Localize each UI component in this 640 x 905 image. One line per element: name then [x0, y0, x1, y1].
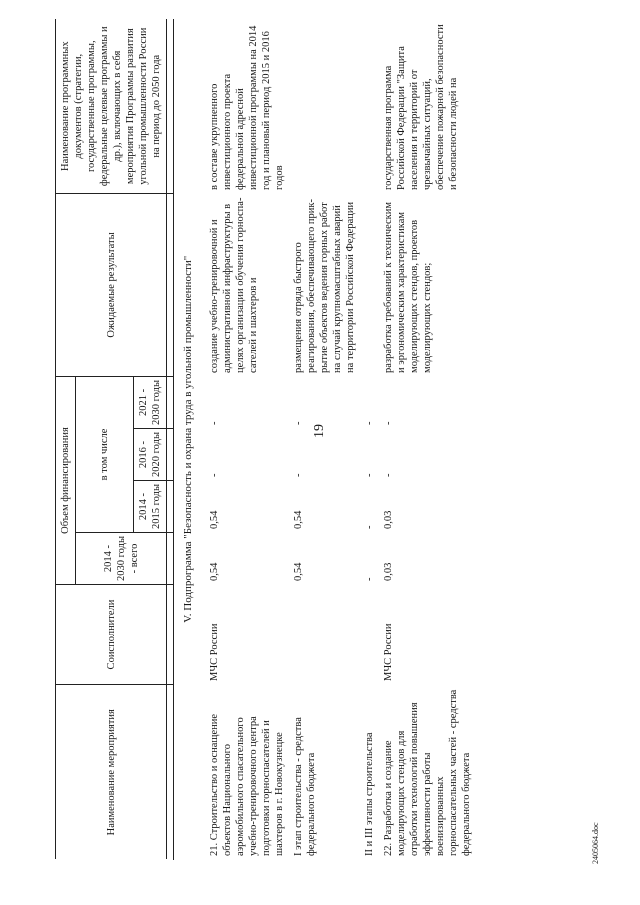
period-3-value: - [364, 421, 375, 425]
coexecutor [360, 585, 379, 685]
page-number: 19 [312, 424, 327, 438]
header-financing: Объем финансирования [56, 376, 76, 584]
expected-result [360, 193, 379, 376]
table-row [205, 19, 289, 859]
period-3-value: - [383, 421, 394, 425]
header-period-1: 2014 - 2015 годы [134, 481, 167, 533]
coexecutor: МЧС России [209, 623, 220, 681]
header-measure-name: Наименование мероприятия [56, 685, 167, 860]
measure-name: II и III этапы строительства [364, 732, 375, 856]
expected-result: создание учебно-тренировочной и административной инфраструктуры в целях организации обучения горноспасателей и шахтеров и [209, 197, 259, 373]
period-1-value: 0,54 [209, 510, 220, 529]
coexecutor [289, 585, 360, 685]
total-value: 0,54 [209, 562, 220, 581]
header-total: 2014 - 2030 годы - всего [76, 533, 167, 585]
program-document: в составе укрупненного инвестиционного проекта федеральной адресной инвестиционной программы на 2014 год и плановый период 2015 и 2016 годов [209, 25, 285, 190]
period-2-value: - [209, 473, 220, 477]
period-2-value: - [383, 473, 394, 477]
section-title: V. Подпрограмма "Безопасность и охрана труда в угольной промышленности" [182, 255, 194, 623]
measure-name: 21. Строительство и оснащение объектов Национального аэромобильного спасательного учебно-тренировочного центра подготовки горноспасателей и шахтеров в г. Новокузнецке [209, 713, 285, 856]
measures-table [55, 19, 476, 860]
table-row [289, 19, 360, 859]
period-3-value: - [293, 421, 304, 425]
header-period-3: 2021 - 2030 годы [134, 376, 167, 428]
document-code: 2405064.doc [591, 822, 600, 864]
period-3-value: - [209, 421, 220, 425]
table-row [379, 19, 476, 859]
period-1-value: 0,54 [293, 510, 304, 529]
header-coexecutors: Соисполнители [56, 585, 167, 685]
coexecutor: МЧС России [383, 623, 394, 681]
program-document [360, 19, 379, 193]
header-program-documents: Наименование программных документов (стратегии, государственные программы, федеральные целевые программы и др.), включающих в себя мероприятия Программы развития угольной промышленности России на период до 2050 года [56, 19, 167, 193]
header-including: в том числе [76, 376, 134, 532]
expected-result: размещения отряда быстрого реагирования, обеспечивающего прикрытие объектов ведения горных работ на случай крупномасштабных аварий на территории Российской Федерации [293, 198, 356, 373]
total-value: - [364, 577, 375, 581]
period-2-value: - [364, 473, 375, 477]
table-row [360, 19, 379, 859]
period-1-value: 0,03 [383, 510, 394, 529]
rotated-table-sheet [55, 20, 560, 860]
measure-name: I этап строительства - средства федерального бюджета [293, 717, 317, 856]
total-value: 0,03 [383, 562, 394, 581]
expected-result: разработка требований к техническим и эргономическим характеристикам моделирующих стендов, проектов моделирующих стендов; [383, 201, 433, 373]
period-2-value: - [293, 473, 304, 477]
total-value: 0,54 [293, 562, 304, 581]
period-1-value: - [364, 525, 375, 529]
measure-name: 22. Разработка и создание моделирующих стендов для отработки технологий повышения эффективности работы военизированных горноспасательных частей - средства федерального бюджета [383, 689, 472, 856]
program-document: государственная программа Российской Федерации "Защита населения и территорий от чрезвычайных ситуаций, обеспечение пожарной безопасности и безопасности людей на [383, 24, 459, 190]
header-expected-results: Ожидаемые результаты [56, 193, 167, 376]
program-document [289, 19, 360, 193]
header-period-2: 2016 - 2020 годы [134, 429, 167, 481]
